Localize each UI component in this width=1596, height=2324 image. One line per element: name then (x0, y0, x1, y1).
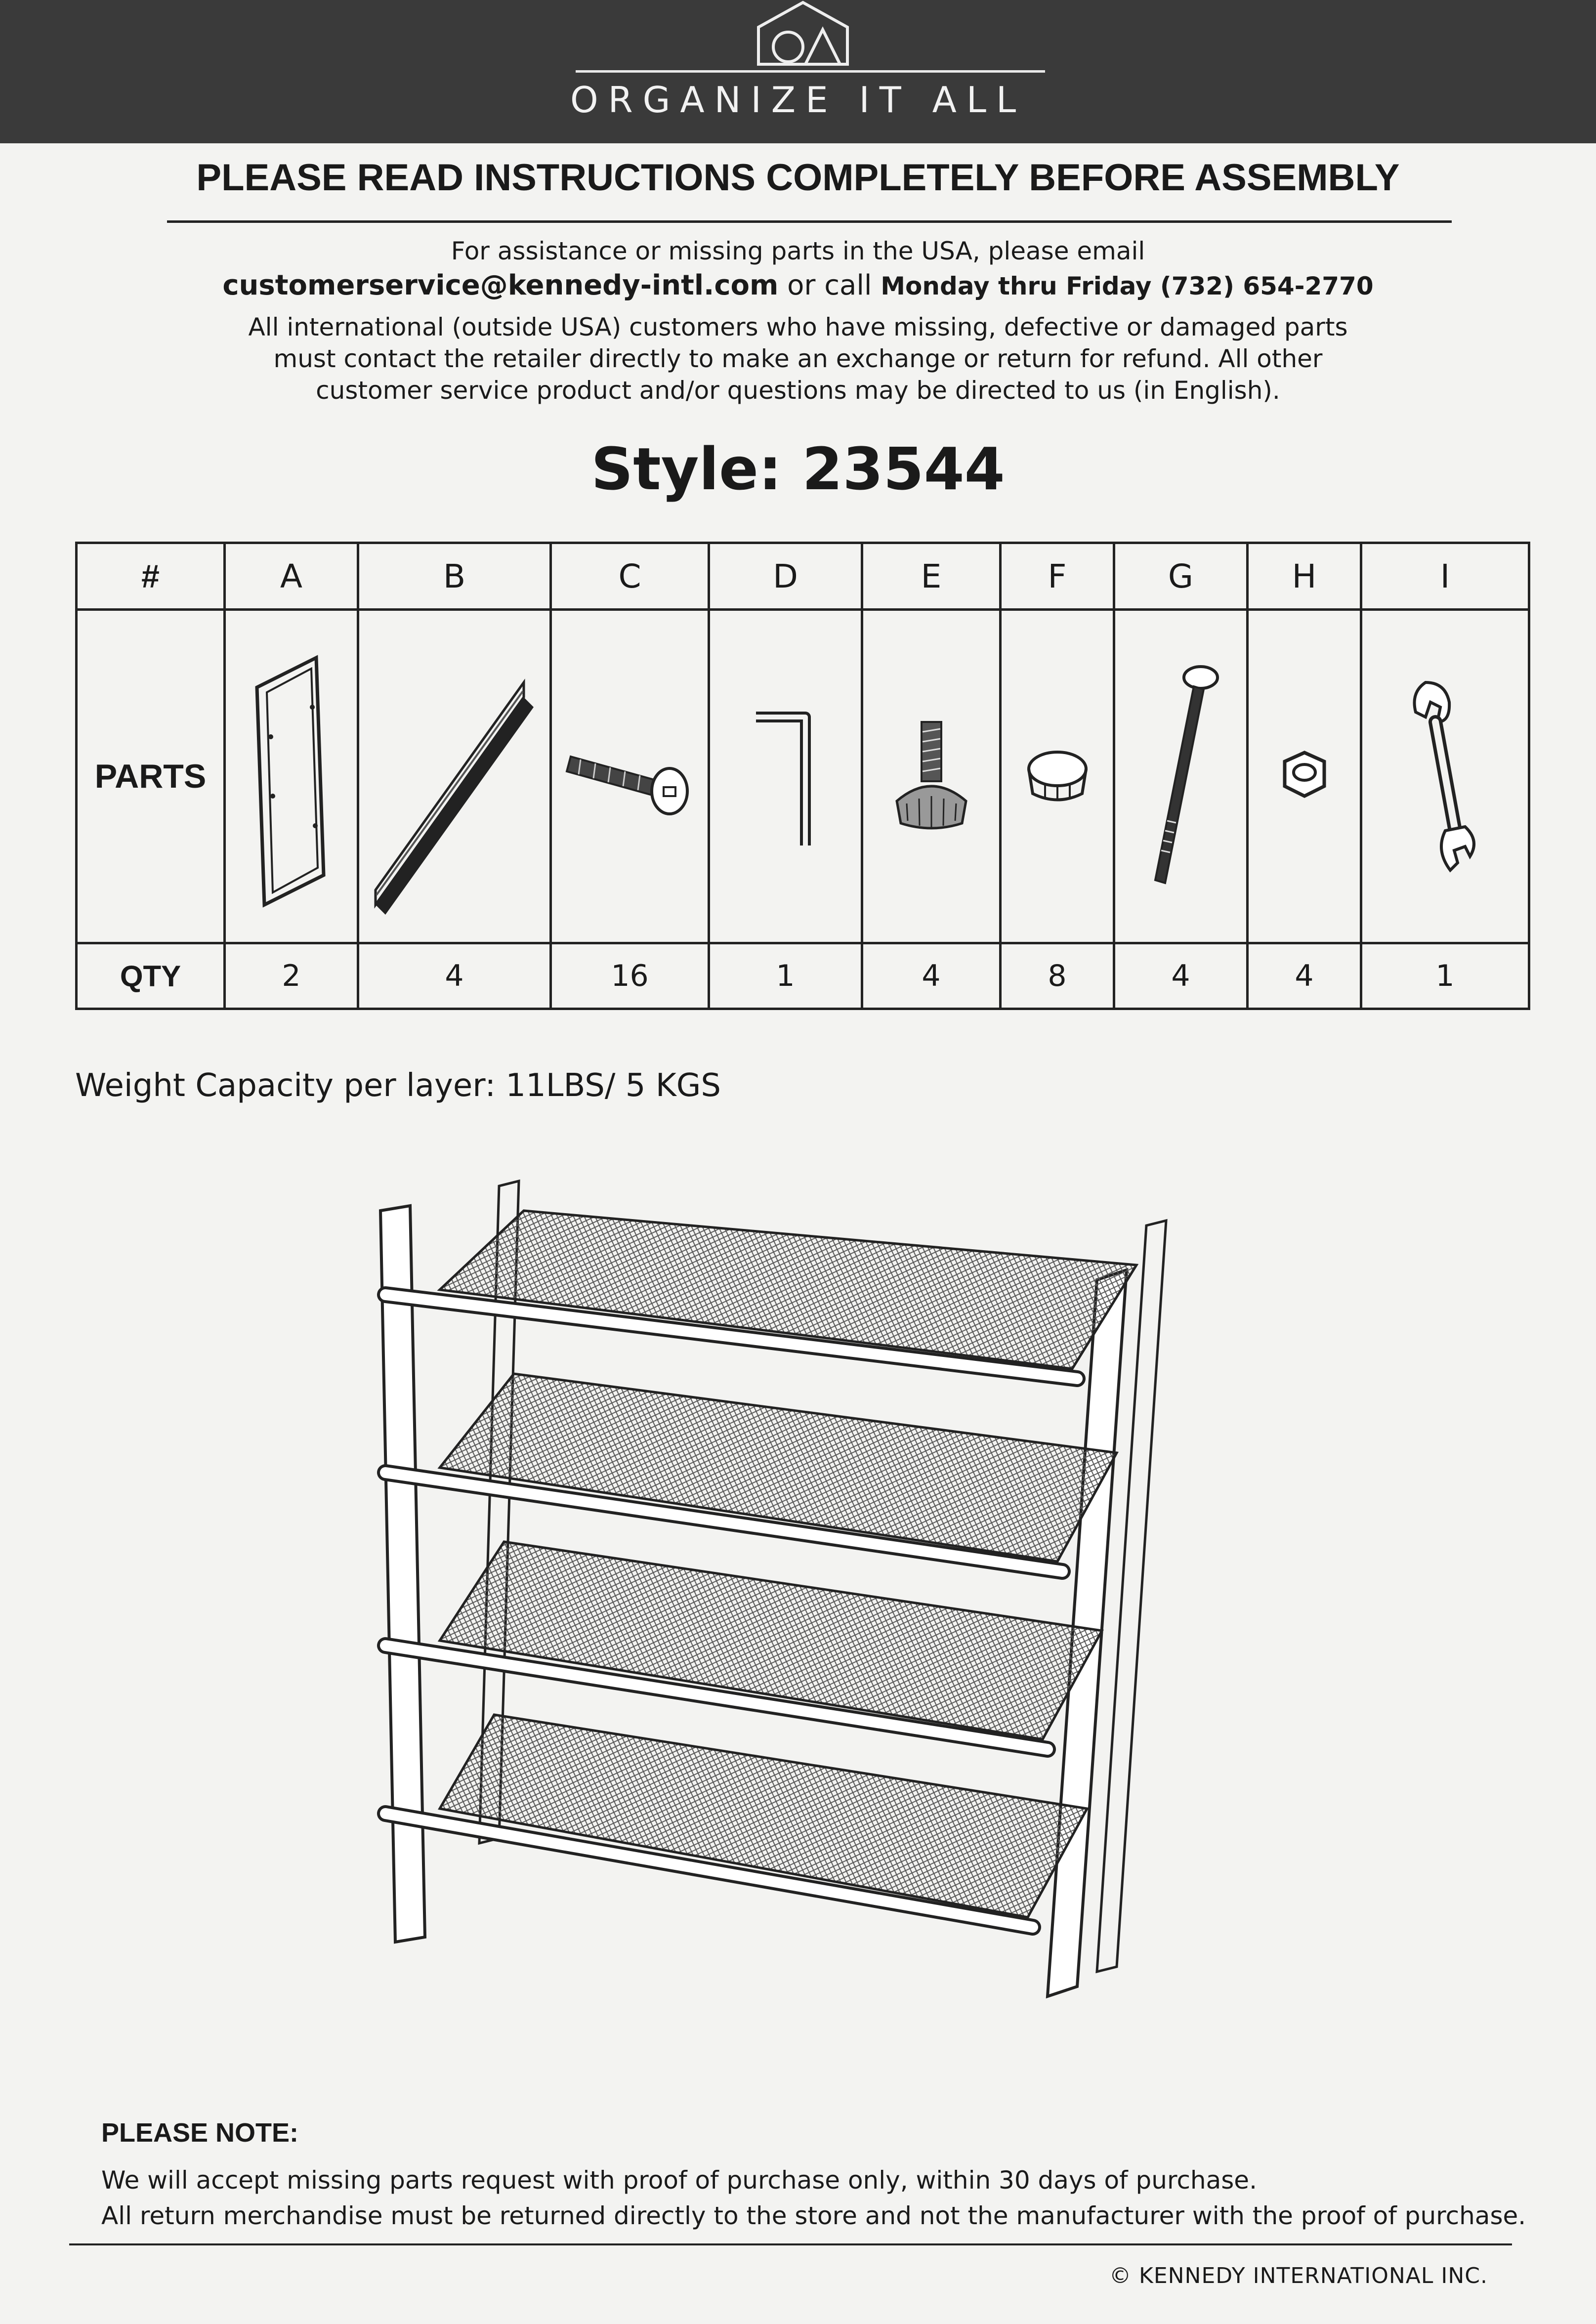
part-c-cell (551, 610, 709, 943)
footer-rule (69, 2243, 1512, 2245)
table-header-row (77, 543, 1529, 610)
weight-capacity: Weight Capacity per layer: 11LBS/ 5 KGS (75, 1067, 721, 1104)
brand-name: ORGANIZE IT ALL (570, 79, 1026, 121)
allen-key-icon (736, 702, 835, 850)
support-phone[interactable]: Monday thru Friday (732) 654-2770 (881, 272, 1374, 300)
qty-d: 1 (709, 943, 862, 1009)
col-header-b: B (358, 543, 551, 610)
part-i-cell (1361, 610, 1529, 943)
angle-bar-icon (366, 638, 544, 915)
col-header-i: I (1361, 543, 1529, 610)
qty-g: 4 (1114, 943, 1248, 1009)
title-rule (167, 220, 1452, 223)
long-bolt-icon (1132, 663, 1230, 890)
brand-rule (576, 70, 1045, 73)
house-logo-icon (754, 0, 852, 69)
col-header-h: H (1248, 543, 1361, 610)
col-header-c: C (551, 543, 709, 610)
part-f-cell (1001, 610, 1114, 943)
hex-nut-icon (1270, 747, 1339, 806)
part-g-cell (1114, 610, 1248, 943)
qty-h: 4 (1248, 943, 1361, 1009)
bolt-icon (561, 727, 699, 826)
copyright: © KENNEDY INTERNATIONAL INC. (1109, 2263, 1488, 2288)
intl-line-2: must contact the retailer directly to make an exchange or return for refund. All other (273, 344, 1323, 373)
shoe-rack-icon (356, 1166, 1225, 2006)
col-header-f: F (1001, 543, 1114, 610)
intl-line-3: customer service product and/or questions may be directed to us (in English). (316, 376, 1280, 405)
qty-c: 16 (551, 943, 709, 1009)
intl-line-1: All international (outside USA) customers who have missing, defective or damaged parts (248, 313, 1348, 341)
wrench-icon (1396, 673, 1495, 880)
parts-label: PARTS (77, 610, 225, 943)
qty-e: 4 (862, 943, 1001, 1009)
instructions-title: PLEASE READ INSTRUCTIONS COMPLETELY BEFORE ASSEMBLY (196, 157, 1400, 199)
col-header-a: A (225, 543, 358, 610)
brand-header (0, 0, 1596, 143)
qty-i: 1 (1361, 943, 1529, 1009)
or-call-text: or call (778, 269, 881, 301)
part-b-cell (358, 610, 551, 943)
part-a-cell (225, 610, 358, 943)
col-header-e: E (862, 543, 1001, 610)
note-line-2: All return merchandise must be returned directly to the store and not the manufacturer with the proof of purchase. (101, 2201, 1526, 2230)
part-h-cell (1248, 610, 1361, 943)
support-email[interactable]: customerservice@kennedy-intl.com (222, 269, 779, 301)
part-d-cell (709, 610, 862, 943)
col-header-g: G (1114, 543, 1248, 610)
assist-line: For assistance or missing parts in the USA, please email (451, 237, 1145, 265)
qty-a: 2 (225, 943, 358, 1009)
qty-f: 8 (1001, 943, 1114, 1009)
end-cap-icon (1018, 744, 1097, 808)
qty-b: 4 (358, 943, 551, 1009)
hash-header: # (77, 543, 225, 610)
note-title: PLEASE NOTE: (101, 2118, 299, 2148)
qty-label: QTY (77, 943, 225, 1009)
note-line-1: We will accept missing parts request with proof of purchase only, within 30 days of purchase. (101, 2166, 1257, 2195)
parts-table (75, 542, 1530, 1010)
parts-image-row (77, 610, 1529, 943)
col-header-d: D (709, 543, 862, 610)
part-e-cell (862, 610, 1001, 943)
side-frame-icon (237, 638, 346, 915)
style-number: Style: 23544 (591, 435, 1005, 503)
qty-row (77, 943, 1529, 1009)
contact-line (0, 270, 1596, 302)
leveling-foot-icon (877, 717, 986, 836)
